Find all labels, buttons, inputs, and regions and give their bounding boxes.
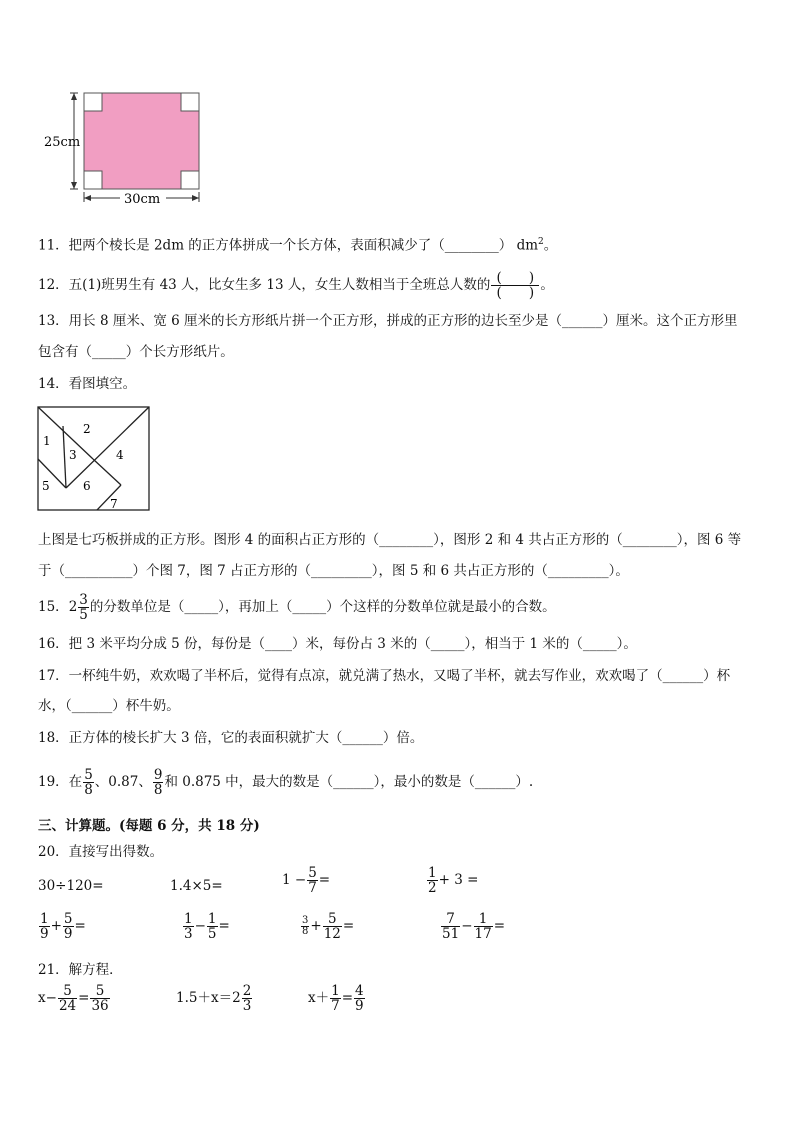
question-21-title: 21．解方程．	[38, 962, 123, 978]
width-label: 30cm	[124, 192, 161, 207]
tangram-label-7: 7	[110, 497, 118, 511]
height-label: 25cm	[44, 135, 81, 150]
answer-fraction-blank[interactable]: $\frac{( )}{( )}$	[491, 271, 539, 300]
tangram-label-3: 3	[69, 448, 77, 462]
question-13-line1: 13．用长 8 厘米、宽 6 厘米的长方形纸片拼一个正方形，拼成的正方形的边长至少是（______）厘米。这个正方形里	[38, 313, 738, 329]
section-3-title: 三、计算题。(每题 6 分，共 18 分)	[38, 818, 260, 834]
calc-1: 30÷120=	[38, 878, 104, 894]
corner-square-br	[181, 171, 199, 189]
tangram-label-5: 5	[42, 479, 50, 493]
equation-2: 1.5＋x＝2 $\frac{2}{3}$	[176, 983, 252, 1015]
calc-6: $\frac{1}{3}$ − $\frac{1}{5}$ =	[184, 911, 230, 943]
question-17-line1: 17．一杯纯牛奶，欢欢喝了半杯后，觉得有点凉，就兑满了热水，又喝了半杯，就去写作业，欢欢喝了（______）杯	[38, 668, 731, 684]
equation-1: x− $\frac{5}{24}$ = $\frac{5}{36}$	[38, 983, 109, 1015]
equation-3: x＋ $\frac{1}{7}$ = $\frac{4}{9}$	[308, 983, 364, 1015]
rectangle-figure	[40, 88, 210, 210]
question-17-line2: 水，（______）杯牛奶。	[38, 698, 180, 714]
calc-2: 1.4×5=	[170, 878, 223, 894]
corner-square-bl	[84, 171, 102, 189]
tangram-label-4: 4	[116, 448, 124, 462]
question-16: 16．把 3 米平均分成 5 份，每份是（____）米，每份占 3 米的（_____），相当于 1 米的（_____）。	[38, 636, 637, 652]
calc-8: $\frac{7}{51}$ − $\frac{1}{17}$ =	[442, 911, 505, 943]
tangram-figure	[37, 406, 151, 512]
calc-4: $\frac{1}{2}$ + 3 =	[428, 865, 479, 897]
tangram-label-6: 6	[83, 479, 91, 493]
question-19: 19．在 $\frac{5}{8}$ 、0.87、 $\frac{9}{8}$ 和 0.875 中，最大的数是（______），最小的数是（______）.	[38, 766, 534, 798]
calc-5: $\frac{1}{9}$ + $\frac{5}{9}$ =	[40, 911, 86, 943]
question-14-line1: 上图是七巧板拼成的正方形。图形 4 的面积占正方形的（________），图形 2 和 4 共占正方形的（________），图 6 等	[38, 532, 742, 548]
tangram-label-2: 2	[83, 422, 91, 436]
question-18: 18．正方体的棱长扩大 3 倍，它的表面积就扩大（______）倍。	[38, 730, 424, 746]
corner-square-tr	[181, 93, 199, 111]
corner-square-tl	[84, 93, 102, 111]
tangram-label-1: 1	[43, 434, 51, 448]
question-13-line2: 包含有（_____）个长方形纸片。	[38, 344, 234, 360]
question-11: 11．把两个棱长是 2dm 的正方体拼成一个长方体，表面积减少了（________） $dm^2$。	[38, 237, 558, 254]
calc-7: $\frac{3}{8}$ + $\frac{5}{12}$ =	[302, 911, 355, 943]
calc-3: 1 − $\frac{5}{7}$ =	[282, 865, 331, 897]
question-14-title: 14．看图填空。	[38, 376, 137, 392]
question-14-line2: 于（__________）个图 7，图 7 占正方形的（_________），图 5 和 6 共占正方形的（_________）。	[38, 563, 629, 579]
question-12: 12．五(1)班男生有 43 人，比女生多 13 人，女生人数相当于全班总人数的 $\frac{( )}{( )}$ 。	[38, 269, 554, 301]
question-15: 15．2 $\frac{3}{5}$ 的分数单位是（_____），再加上（_____）个这样的分数单位就是最小的合数。	[38, 591, 556, 623]
question-20-title: 20．直接写出得数。	[38, 844, 164, 860]
